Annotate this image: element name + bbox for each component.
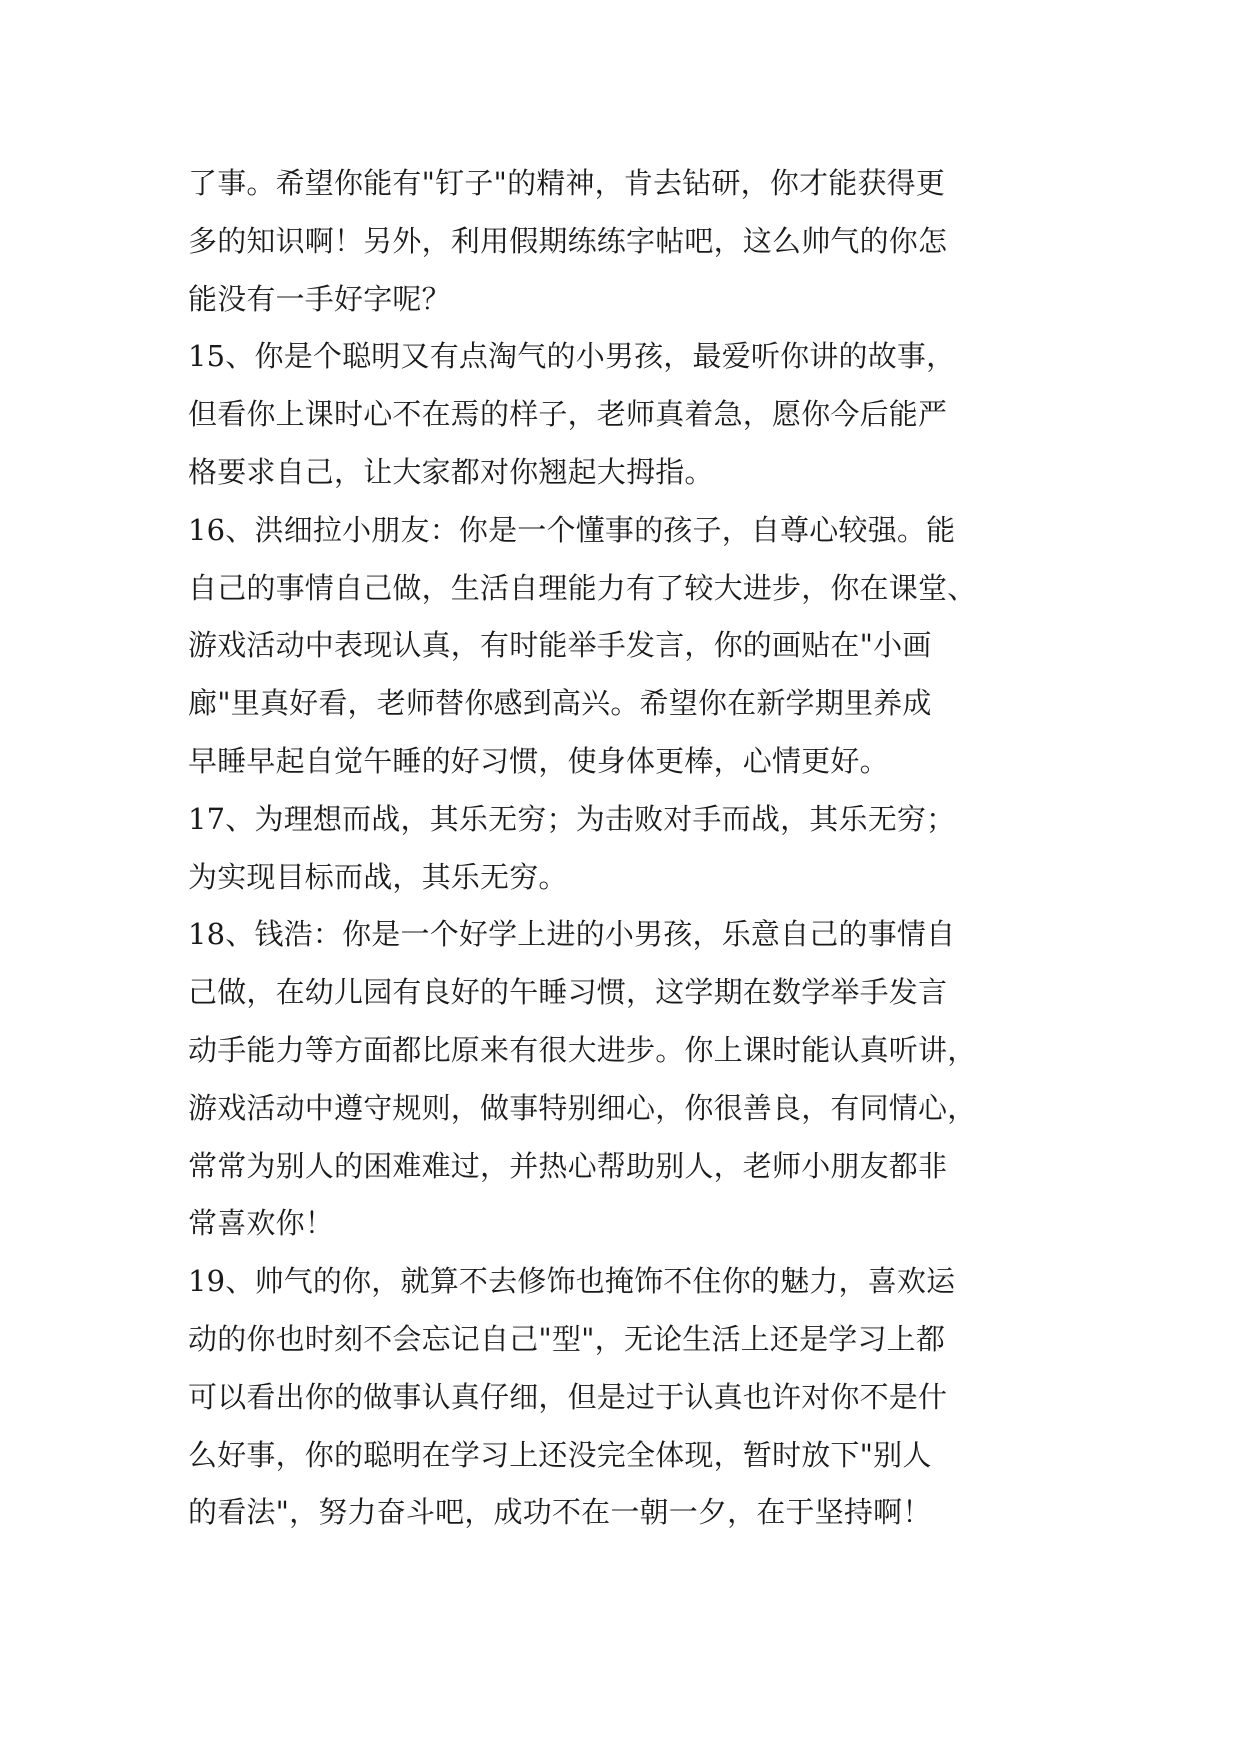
text-line: 游戏活动中表现认真，有时能举手发言，你的画贴在"小画	[188, 628, 932, 663]
text-line: 己做，在幼儿园有良好的午睡习惯，这学期在数学举手发言	[188, 975, 948, 1010]
paragraph-15	[188, 328, 1068, 501]
text-line: 廊"里真好看，老师替你感到高兴。希望你在新学期里养成	[188, 686, 932, 721]
text-line: 的看法"，努力奋斗吧，成功不在一朝一夕，在于坚持啊！	[188, 1495, 932, 1530]
paragraph-19	[188, 1253, 1068, 1542]
text-line: 自己的事情自己做，生活自理能力有了较大进步，你在课堂、	[188, 570, 977, 605]
text-line: 为实现目标而战，其乐无穷。	[188, 859, 568, 894]
text-line: 17、为理想而战，其乐无穷；为击败对手而战，其乐无穷；	[188, 801, 956, 836]
text-line: 19、帅气的你，就算不去修饰也掩饰不住你的魅力，喜欢运	[188, 1264, 956, 1299]
text-line: 游戏活动中遵守规则，做事特别细心，你很善良，有同情心，	[188, 1090, 977, 1125]
paragraph-18	[188, 906, 1068, 1253]
text-line: 常喜欢你！	[188, 1206, 335, 1241]
text-line: 能没有一手好字呢？	[188, 281, 451, 316]
text-line: 15、你是个聪明又有点淘气的小男孩，最爱听你讲的故事，	[188, 339, 956, 374]
text-line: 多的知识啊！另外，利用假期练练字帖吧，这么帅气的你怎	[188, 223, 948, 258]
text-line: 早睡早起自觉午睡的好习惯，使身体更棒，心情更好。	[188, 743, 889, 778]
text-line: 动的你也时刻不会忘记自己"型"，无论生活上还是学习上都	[188, 1321, 946, 1356]
document-body	[188, 155, 1068, 1542]
text-line: 了事。希望你能有"钉子"的精神，肯去钻研，你才能获得更	[188, 166, 946, 200]
paragraph-17	[188, 791, 1068, 907]
text-line: 可以看出你的做事认真仔细，但是过于认真也许对你不是什	[188, 1379, 948, 1414]
text-line: 动手能力等方面都比原来有很大进步。你上课时能认真听讲，	[188, 1032, 977, 1067]
text-line: 18、钱浩：你是一个好学上进的小男孩，乐意自己的事情自	[188, 917, 956, 952]
text-line: 但看你上课时心不在焉的样子，老师真着急，愿你今后能严	[188, 397, 948, 432]
text-line: 格要求自己，让大家都对你翘起大拇指。	[188, 454, 714, 489]
text-line: 常常为别人的困难难过，并热心帮助别人，老师小朋友都非	[188, 1148, 948, 1183]
text-line: 么好事，你的聪明在学习上还没完全体现，暂时放下"别人	[188, 1437, 932, 1472]
paragraph-16	[188, 502, 1068, 791]
paragraph-14-continued	[188, 155, 1068, 328]
text-line: 16、洪细拉小朋友：你是一个懂事的孩子，自尊心较强。能	[188, 512, 956, 547]
